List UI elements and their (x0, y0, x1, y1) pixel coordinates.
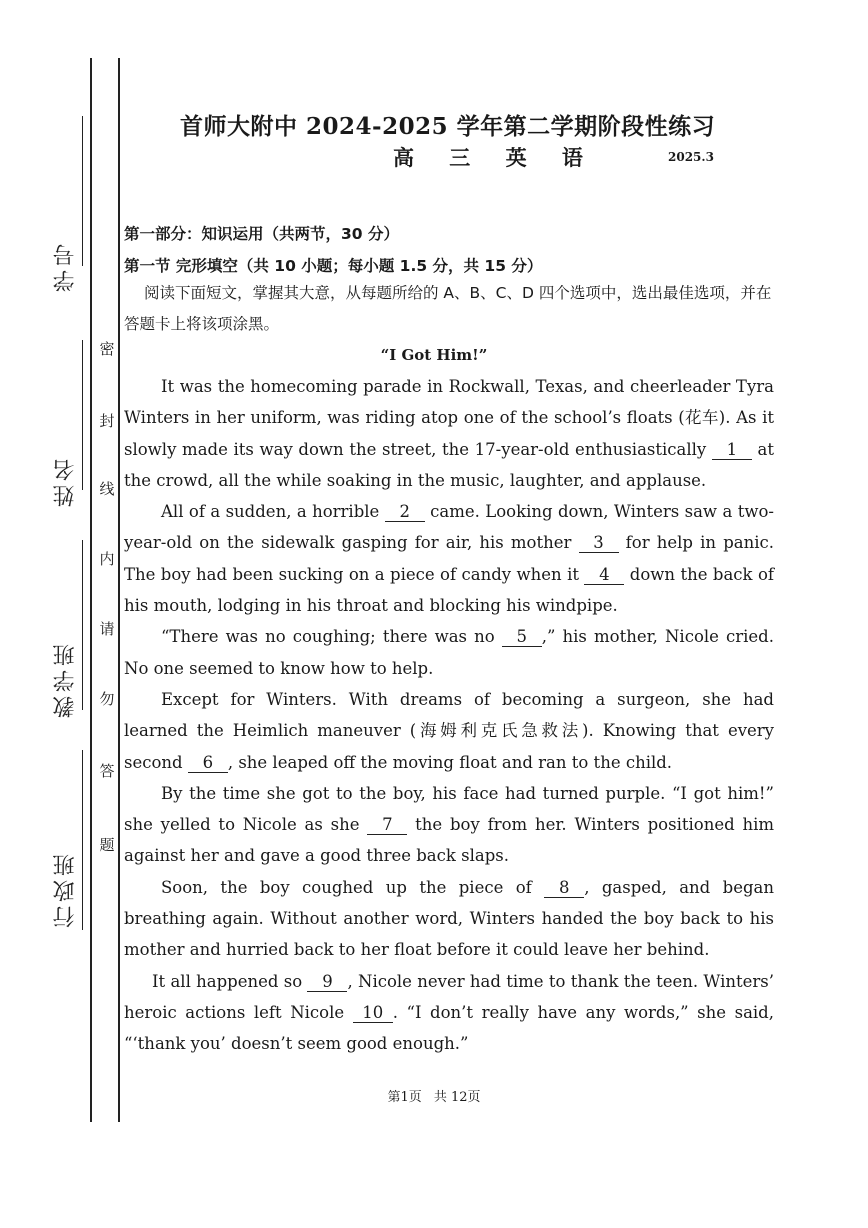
name-label: 姓名 (53, 455, 78, 507)
paragraph: “There was no coughing; there was no 5 ,” his mother, Nicole cried. No one seemed to know how to help. (124, 627, 774, 678)
seal-char: 内 (99, 550, 115, 568)
blank-1: 1 (712, 441, 752, 460)
blank-9: 9 (307, 973, 347, 992)
seal-char: 勿 (99, 690, 115, 708)
seal-char: 题 (99, 836, 115, 854)
admin-class-field[interactable] (82, 750, 83, 930)
teaching-class-field[interactable] (82, 540, 83, 710)
page-footer (0, 1086, 868, 1105)
passage-body (124, 371, 774, 1060)
blank-6: 6 (188, 754, 228, 773)
exam-title: 首师大附中 2024-2025 学年第二学期阶段性练习 (180, 113, 716, 140)
paragraph: It was the homecoming parade in Rockwall, Texas, and cheerleader Tyra Winters in her uniform, was riding atop one of the school’s floats (花车). As it slowly made its way down the street, the 17-year-old enthusiastically 1 at the crowd, all the while soaking in the music, laughter, and applause. (124, 377, 774, 490)
student-id-field[interactable] (82, 116, 83, 266)
paragraph: All of a sudden, a horrible 2 came. Looking down, Winters saw a two-year-old on the sidewalk gasping for air, his mother 3 for help in panic. The boy had been sucking on a piece of candy when it 4 down the back of his mouth, lodging in his throat and blocking his windpipe. (124, 502, 774, 616)
page-number: 第1页 (387, 1090, 422, 1105)
binding-inner-line (118, 58, 120, 1122)
paragraph: By the time she got to the boy, his face had turned purple. “I got him!” she yelled to Nicole as she 7 the boy from her. Winters positioned him against her and gave a good three back slaps. (124, 783, 774, 866)
blank-2: 2 (385, 503, 425, 522)
exam-date: 2025.3 (668, 150, 714, 164)
part1-heading: 第一部分：知识运用（共两节，30 分） (124, 225, 399, 243)
student-id-label: 学号 (53, 240, 78, 292)
passage-title: “I Got Him!” (380, 346, 488, 364)
paragraph: It all happened so 9 , Nicole never had time to thank the teen. Winters’ heroic actions left Nicole 10 . “I don’t really have any words,” she said, “‘thank you’ doesn’t seem good enough.” (124, 971, 774, 1054)
seal-char: 线 (99, 480, 115, 498)
binding-outer-line (90, 58, 92, 1122)
seal-char: 密 (99, 340, 115, 358)
teaching-class-label: 教学班 (53, 640, 78, 718)
exam-subtitle: 高 三 英 语 (393, 145, 597, 170)
blank-10: 10 (353, 1004, 393, 1023)
seal-char: 答 (99, 762, 115, 780)
instructions: 阅读下面短文，掌握其大意，从每题所给的 A、B、C、D 四个选项中，选出最佳选项，并在答题卡上将该项涂黑。 (124, 284, 772, 333)
blank-5: 5 (502, 628, 542, 647)
admin-class-label: 行政班 (53, 850, 78, 928)
section1-heading: 第一节 完形填空（共 10 小题；每小题 1.5 分，共 15 分） (124, 257, 543, 275)
seal-char: 请 (99, 620, 115, 638)
page-total: 共 12页 (433, 1090, 481, 1105)
paragraph: Except for Winters. With dreams of becoming a surgeon, she had learned the Heimlich maneuver (海姆利克氏急救法). Knowing that every second 6 , she leaped off the moving float and ran to the child. (124, 689, 774, 772)
blank-8: 8 (544, 879, 584, 898)
seal-char: 封 (99, 412, 115, 430)
blank-3: 3 (579, 534, 619, 553)
paragraph: Soon, the boy coughed up the piece of 8 , gasped, and began breathing again. Without another word, Winters handed the boy back to his mother and hurried back to her float before it could leave her behind. (124, 877, 774, 960)
blank-7: 7 (367, 816, 407, 835)
blank-4: 4 (584, 566, 624, 585)
